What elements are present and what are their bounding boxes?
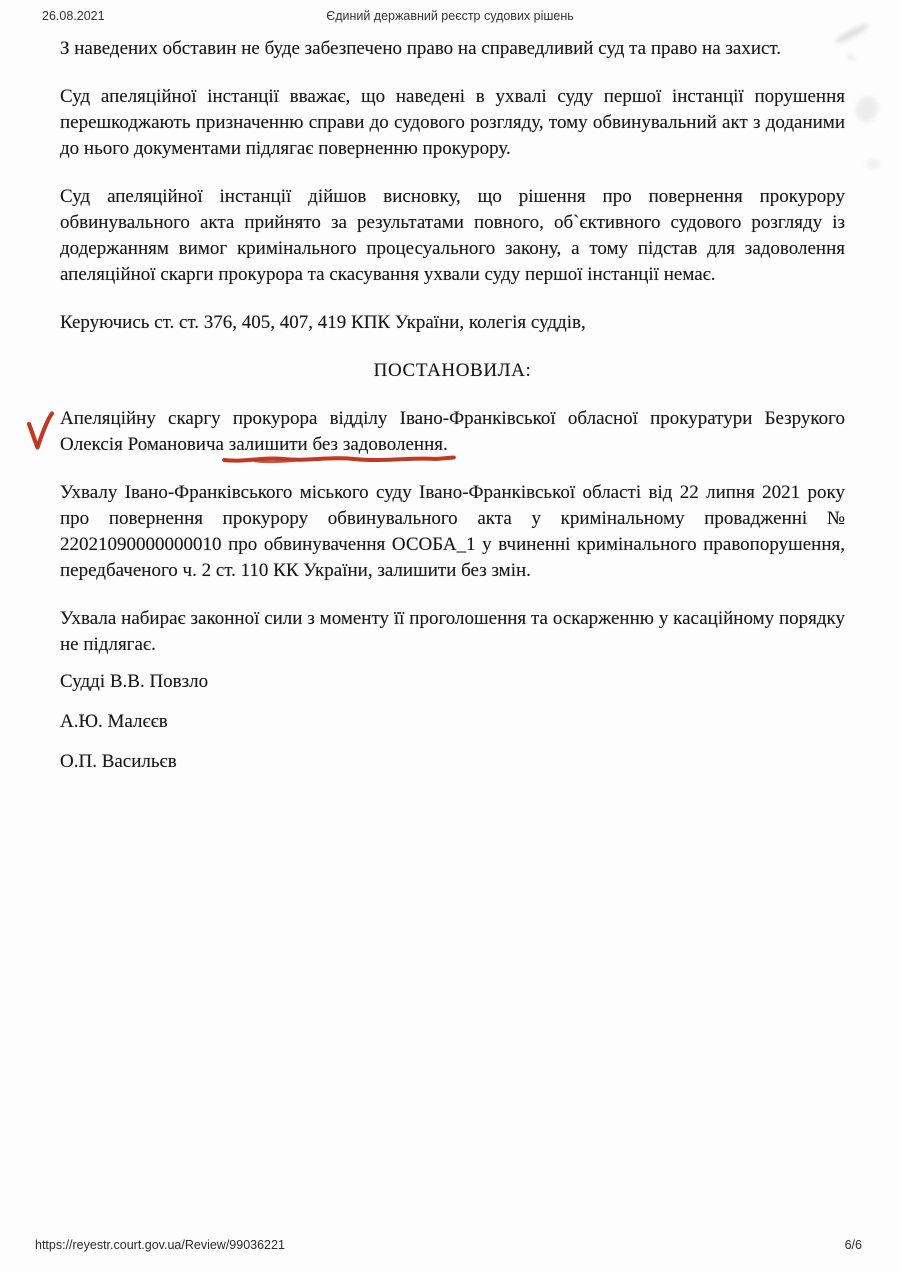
print-footer xyxy=(35,1238,862,1252)
header-date: 26.08.2021 xyxy=(42,9,105,23)
resolved-heading: ПОСТАНОВИЛА: xyxy=(373,360,532,381)
paragraph-legal-force: Ухвала набирає законної сили з моменту її проголошення та оскарженню у касаційному порядку не підлягає. xyxy=(60,608,845,655)
paragraph-appeal-dismissed xyxy=(60,406,845,458)
appeal-text: Апеляційну скаргу прокурора відділу Івано-Франківської обласної прокуратури Безрукого Олексія Романовича xyxy=(60,408,845,455)
footer-page-number: 6/6 xyxy=(844,1238,862,1252)
paragraph-fair-trial: З наведених обставин не буде забезпечено право на справедливий суд та право на захист. xyxy=(60,38,782,59)
paragraph-court-considers: Суд апеляційної інстанції вважає, що наведені в ухвалі суду першої інстанції порушення перешкоджають призначенню справи до судового розгляду, тому обвинувальний акт з доданими до нього документами підлягає поверненню прокурору. xyxy=(60,86,845,159)
paragraph-ruling-unchanged: Ухвалу Івано-Франківського міського суду Івано-Франківської області від 22 липня 2021 року про повернення прокурору обвинувального акта у кримінальному провадженні № 22021090000000010 про обвинувачення ОСОБА_1 у вчиненні кримінального правопорушення, передбаченого ч. 2 ст. 110 КК України, залишити без змін. xyxy=(60,482,845,581)
footer-url: https://reyestr.court.gov.ua/Review/99036221 xyxy=(35,1238,285,1252)
judge-signature: О.П. Васильєв xyxy=(60,751,177,772)
paragraph-guided-by: Керуючись ст. ст. 376, 405, 407, 419 КПК України, колегія суддів, xyxy=(60,312,586,333)
red-checkmark-icon xyxy=(26,411,54,453)
document-body xyxy=(0,24,900,775)
paragraph-court-conclusion: Суд апеляційної інстанції дійшов висновку, що рішення про повернення прокурору обвинувального акта прийнято за результатами повного, об`єктивного судового розгляду із додержанням вимог кримінального процесуального закону, а тому підстав для задоволення апеляційної скарги прокурора та скасування ухвали суду першої інстанції немає. xyxy=(60,186,845,285)
judge-signature: А.Ю. Малєєв xyxy=(60,711,168,732)
underlined-phrase xyxy=(229,434,448,455)
scan-smudge xyxy=(866,160,880,168)
underlined-phrase-text: залишити без задоволення. xyxy=(228,434,448,455)
judge-signature: Судді В.В. Повзло xyxy=(60,671,209,692)
header-registry-title: Єдиний державний реєстр судових рішень xyxy=(326,9,574,23)
